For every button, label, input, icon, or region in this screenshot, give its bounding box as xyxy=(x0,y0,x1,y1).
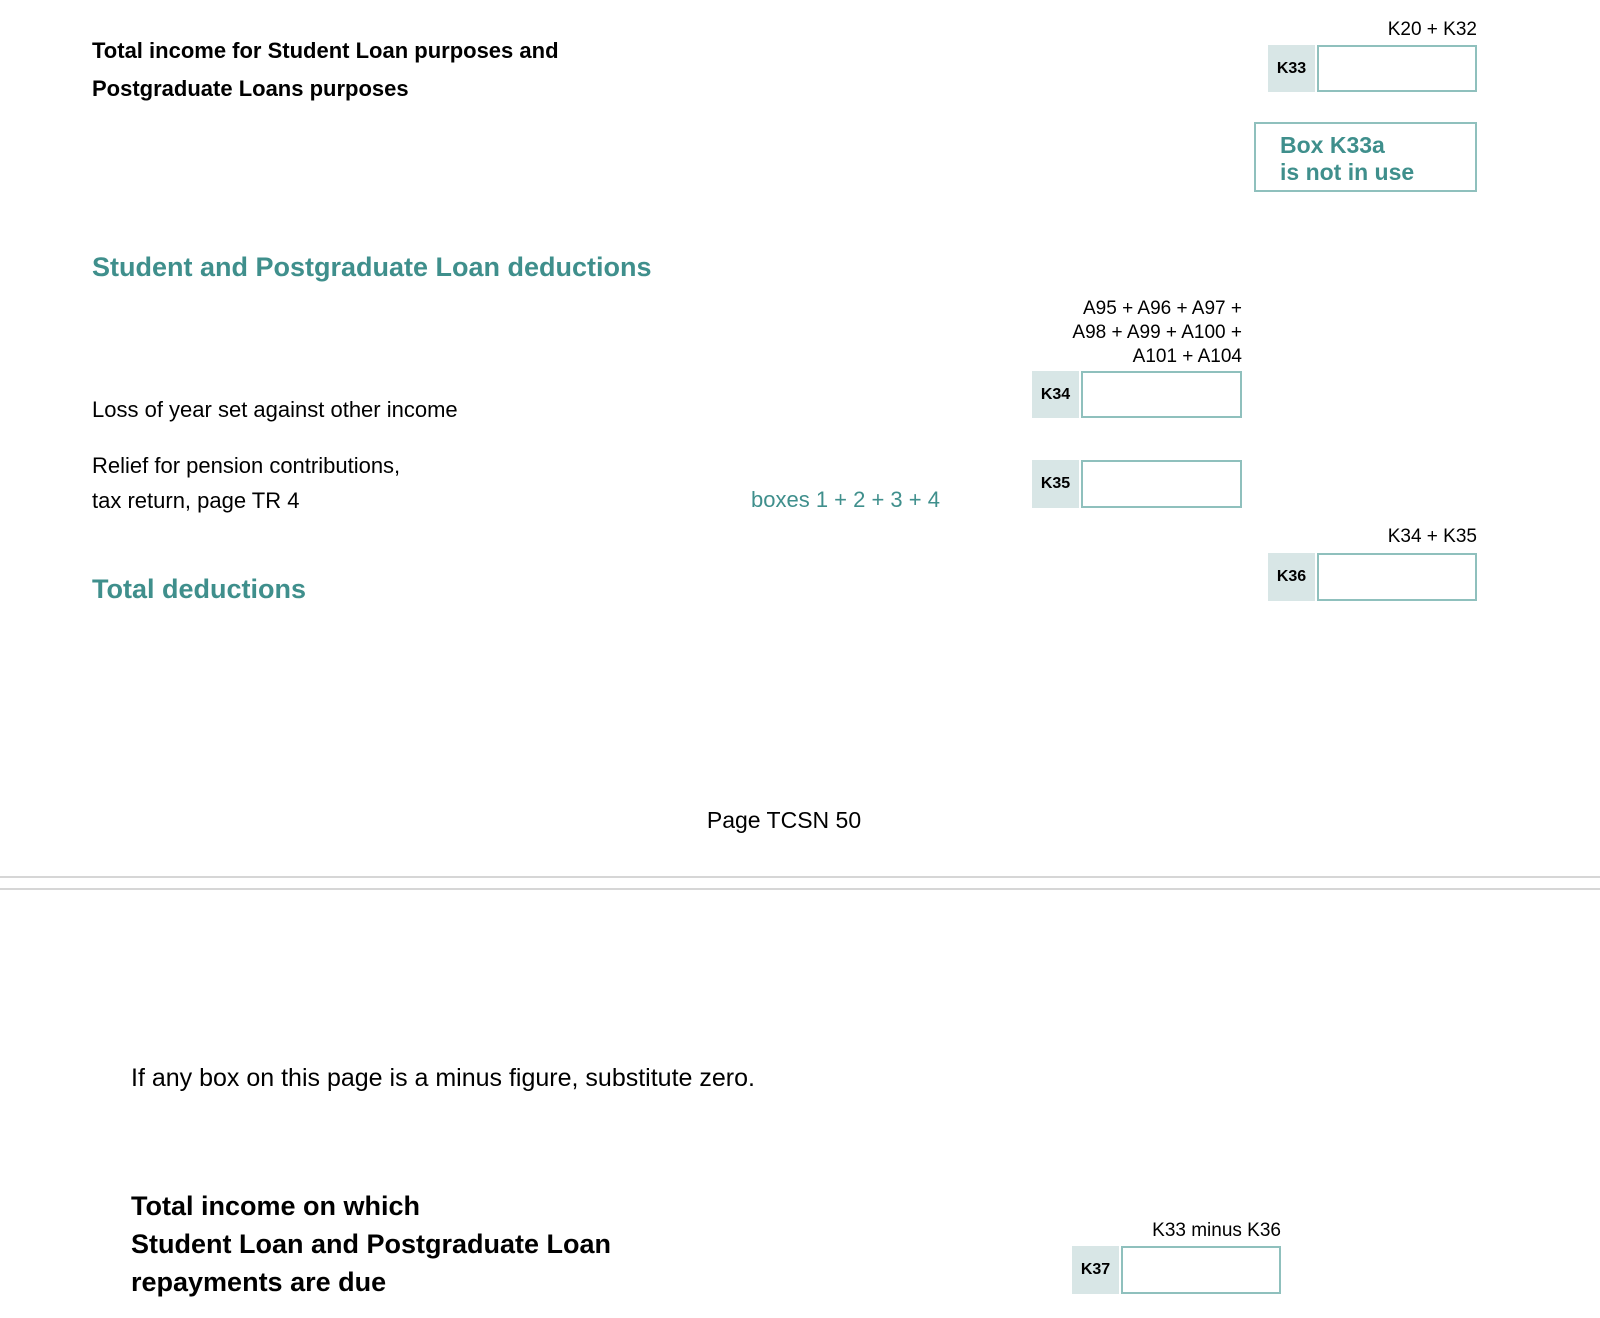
k34-input[interactable] xyxy=(1081,371,1242,418)
total-income-repayments-title xyxy=(131,1187,611,1301)
k34-formula-line1: A95 + A96 + A97 + xyxy=(1082,298,1242,319)
k33-input[interactable] xyxy=(1317,45,1477,92)
k34-formula-line2: A98 + A99 + A100 + xyxy=(1072,322,1242,343)
total-deductions-label: Total deductions xyxy=(92,574,306,604)
minus-figure-note: If any box on this page is a minus figure, substitute zero. xyxy=(131,1064,755,1092)
k33a-notice-line2: is not in use xyxy=(1280,159,1415,185)
k33-formula: K20 + K32 xyxy=(1387,19,1477,40)
k34-formula-line3: A101 + A104 xyxy=(1132,346,1242,367)
total-income-title-line1: Total income for Student Loan purposes and xyxy=(92,38,559,63)
total-income-title-line2: Postgraduate Loans purposes xyxy=(92,76,409,101)
k34-formula xyxy=(1000,297,1242,369)
k33a-notice-line1: Box K33a xyxy=(1280,132,1385,158)
k35-description-line2: tax return, page TR 4 xyxy=(92,488,300,513)
k37-box-label: K37 xyxy=(1072,1246,1119,1294)
k35-box-label: K35 xyxy=(1032,460,1079,508)
k35-description-line1: Relief for pension contributions, xyxy=(92,453,401,478)
k37-formula: K33 minus K36 xyxy=(1152,1220,1281,1241)
page-number: Page TCSN 50 xyxy=(706,807,862,833)
k37-input[interactable] xyxy=(1121,1246,1281,1294)
k36-formula: K34 + K35 xyxy=(1387,526,1477,547)
k34-box-label: K34 xyxy=(1032,371,1079,418)
page-divider-bottom xyxy=(0,888,1600,890)
page-divider-top xyxy=(0,876,1600,878)
k35-boxes-hint: boxes 1 + 2 + 3 + 4 xyxy=(751,487,940,512)
k33a-not-in-use-notice xyxy=(1254,122,1477,192)
repayments-title-line1: Total income on which xyxy=(131,1191,421,1221)
repayments-title-line2: Student Loan and Postgraduate Loan xyxy=(131,1229,612,1259)
deductions-heading: Student and Postgraduate Loan deductions xyxy=(92,252,652,282)
k36-box-label: K36 xyxy=(1268,553,1315,601)
k35-input[interactable] xyxy=(1081,460,1242,508)
k34-description: Loss of year set against other income xyxy=(92,397,458,422)
k35-description xyxy=(92,448,400,518)
total-income-title xyxy=(92,32,559,108)
k36-input[interactable] xyxy=(1317,553,1477,601)
k33-box-label: K33 xyxy=(1268,45,1315,92)
repayments-title-line3: repayments are due xyxy=(131,1267,387,1297)
